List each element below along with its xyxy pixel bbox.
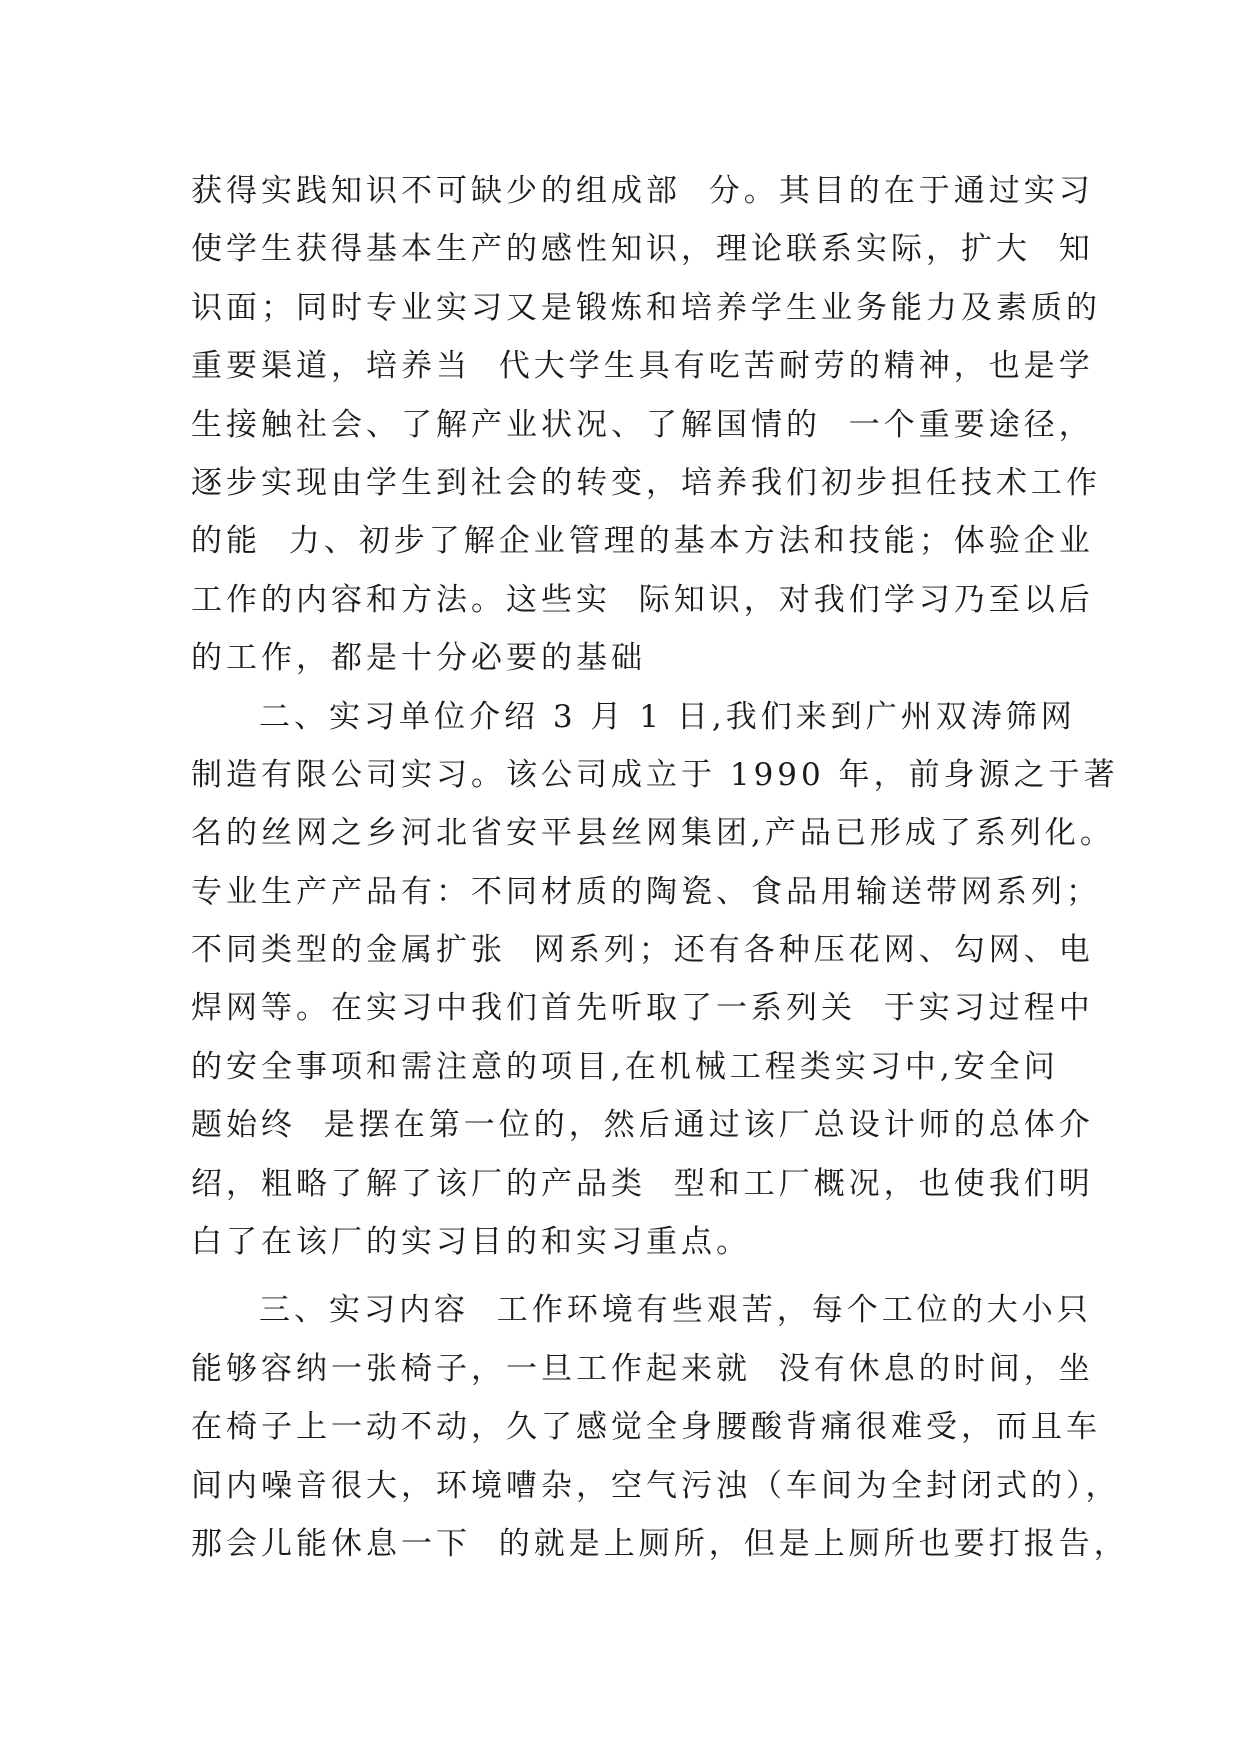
text-line: 三、实习内容 工作环境有些艰苦，每个工位的大小只: [259, 1292, 1092, 1329]
text-line: 使学生获得基本生产的感性知识，理论联系实际，扩大 知: [191, 231, 1094, 268]
text-line: 白了在该厂的实习目的和实习重点。: [191, 1224, 751, 1261]
text-line: 获得实践知识不可缺少的组成部 分。其目的在于通过实习: [191, 173, 1094, 209]
paragraph-1: [191, 162, 1101, 688]
text-line: 二、实习单位介绍 3 月 1 日,我们来到广州双涛筛网: [259, 698, 1076, 735]
body-text: [191, 162, 1129, 1573]
text-line: 的工作，都是十分必要的基础: [191, 640, 646, 677]
text-line: 专业生产产品有：不同材质的陶瓷、食品用输送带网系列；: [191, 873, 1101, 910]
text-line: 绍，粗略了解了该厂的产品类 型和工厂概况，也使我们明: [191, 1165, 1094, 1202]
text-line: 生接触社会、了解产业状况、了解国情的 一个重要途径，: [191, 406, 1094, 443]
text-line: 识面；同时专业实习又是锻炼和培养学生业务能力及素质的: [191, 289, 1101, 326]
paragraph-spacer: [191, 1271, 1071, 1281]
text-line: 那会儿能休息一下 的就是上厕所，但是上厕所也要打报告，: [191, 1525, 1129, 1562]
text-line: 能够容纳一张椅子，一旦工作起来就 没有休息的时间，坐: [191, 1350, 1094, 1387]
text-line: 名的丝网之乡河北省安平县丝网集团,产品已形成了系列化。: [191, 815, 1115, 852]
text-line: 间内噪音很大，环境嘈杂，空气污浊（车间为全封闭式的），: [191, 1467, 1121, 1504]
text-line: 重要渠道，培养当 代大学生具有吃苦耐劳的精神，也是学: [191, 348, 1094, 385]
paragraph-3: [191, 1281, 1129, 1573]
text-line: 工作的内容和方法。这些实 际知识，对我们学习乃至以后: [191, 581, 1094, 618]
text-line: 制造有限公司实习。该公司成立于 1990 年，前身源之于著: [191, 756, 1119, 793]
paragraph-2: [191, 688, 1119, 1272]
text-line: 题始终 是摆在第一位的，然后通过该厂总设计师的总体介: [191, 1107, 1094, 1144]
text-line: 的安全事项和需注意的项目,在机械工程类实习中,安全问: [191, 1048, 1059, 1085]
text-line: 在椅子上一动不动，久了感觉全身腰酸背痛很难受，而且车: [191, 1409, 1101, 1446]
text-line: 的能 力、初步了解企业管理的基本方法和技能；体验企业: [191, 523, 1094, 560]
text-line: 逐步实现由学生到社会的转变，培养我们初步担任技术工作: [191, 464, 1101, 501]
text-line: 焊网等。在实习中我们首先听取了一系列关 于实习过程中: [191, 990, 1094, 1027]
text-line: 不同类型的金属扩张 网系列；还有各种压花网、勾网、电: [191, 932, 1094, 969]
